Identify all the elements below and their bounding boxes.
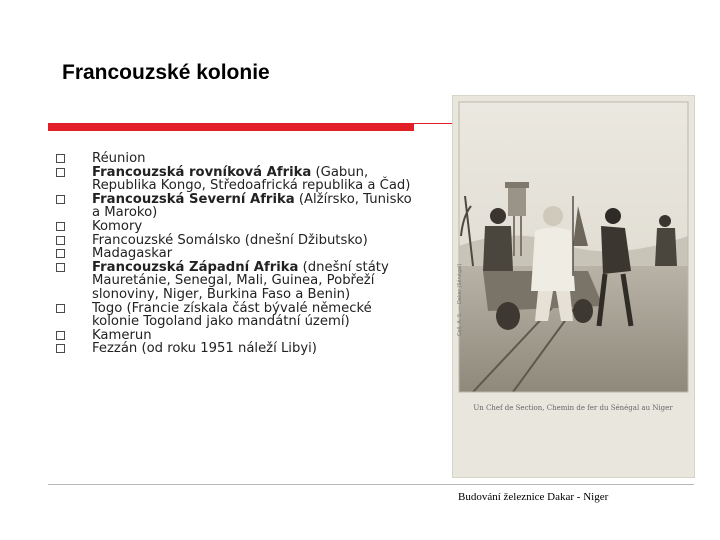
footer-divider: [48, 484, 694, 485]
item-bold: Francouzská rovníková Afrika: [92, 164, 312, 180]
title-accent-line: [414, 123, 454, 124]
item-detail: (Alžírsko, Tunisko a Maroko): [92, 191, 412, 221]
postcard-caption: Un Chef de Section, Chemin de fer du Sénégal au Niger: [473, 404, 673, 412]
historic-postcard-photo: [452, 95, 695, 478]
square-bullet-icon: [56, 331, 65, 340]
slide-title: Francouzské kolonie: [62, 61, 270, 84]
list-item: Togo (Francie získala část bývalé německé kolonie Togoland jako mandátní území): [56, 302, 416, 329]
list-item: Komory: [56, 220, 416, 234]
square-bullet-icon: [56, 222, 65, 231]
item-detail: (dnešní státy Mauretánie, Senegal, Mali, Guinea, Pobřeží slonoviny, Niger, Burkina Faso a Benin): [92, 259, 389, 302]
item-bold: Francouzská Severní Afrika: [92, 191, 295, 207]
list-item: [56, 261, 416, 302]
item-bold: Francouzská Západní Afrika: [92, 259, 299, 275]
footer-caption: Budování železnice Dakar - Niger: [458, 491, 609, 503]
square-bullet-icon: [56, 304, 65, 313]
square-bullet-icon: [56, 249, 65, 258]
square-bullet-icon: [56, 236, 65, 245]
list-item: Madagaskar: [56, 247, 416, 261]
list-item: Réunion: [56, 152, 416, 166]
list-item: [56, 166, 416, 193]
postcard-side-text: Coll. A. S. — Dakar (Sénégal): [457, 263, 463, 336]
list-item: [56, 193, 416, 220]
square-bullet-icon: [56, 154, 65, 163]
square-bullet-icon: [56, 263, 65, 272]
list-item: Francouzské Somálsko (dnešní Džibutsko): [56, 234, 416, 248]
colony-list: [56, 152, 416, 356]
postcard-illustration: [453, 96, 694, 477]
square-bullet-icon: [56, 195, 65, 204]
square-bullet-icon: [56, 344, 65, 353]
item-detail: (Gabun, Republika Kongo, Středoafrická republika a Čad): [92, 164, 411, 194]
list-item: Fezzán (od roku 1951 náleží Libyi): [56, 342, 416, 356]
square-bullet-icon: [56, 168, 65, 177]
title-accent-bar: [48, 123, 414, 131]
list-item: Kamerun: [56, 329, 416, 343]
